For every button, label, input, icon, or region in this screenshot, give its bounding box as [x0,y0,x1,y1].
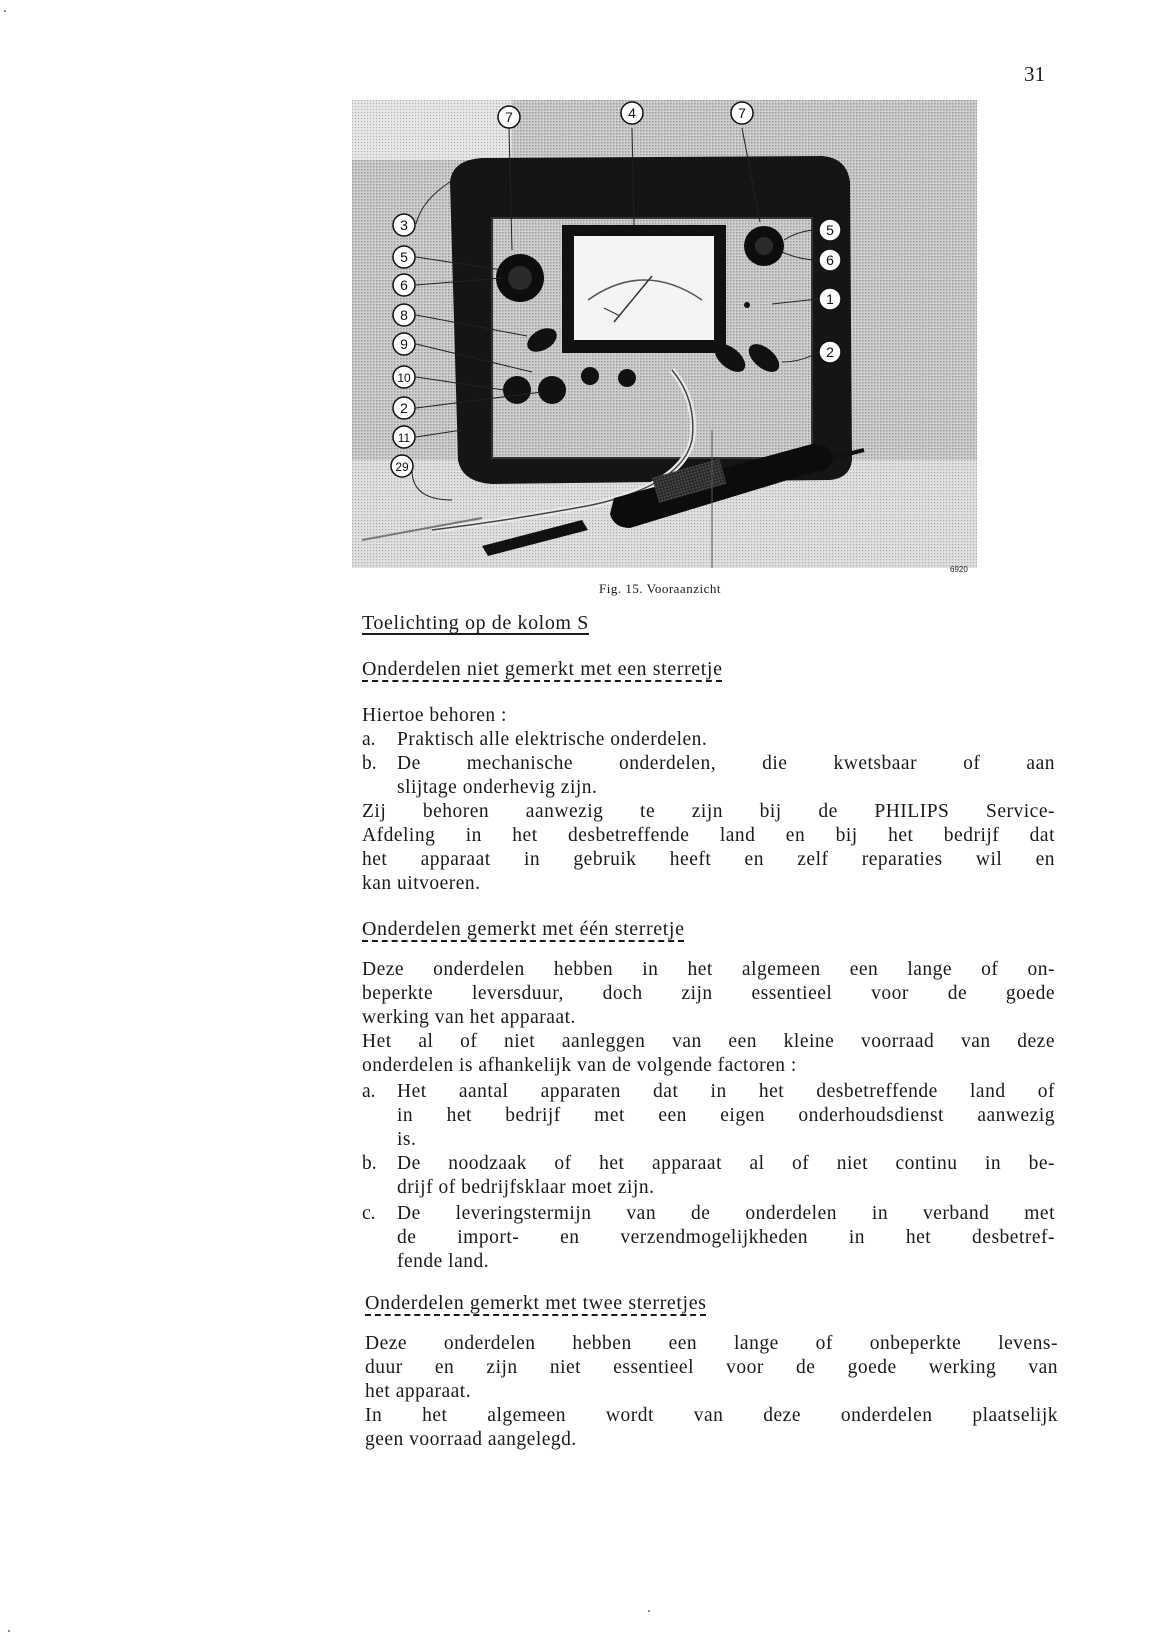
block2-item-a-marker: a. [362,1081,376,1102]
figure-id: 6920 [950,565,968,574]
block1-item-b-marker: b. [362,753,377,774]
scan-speck [8,1630,10,1632]
callout-8 [393,304,415,326]
block2-p1-line1: Deze onderdelen hebben in het algemeen een lange of on- [362,959,1055,980]
figure-front-view [352,100,977,568]
block2-item-c-line2: de import- en verzendmogelijkheden in het desbetref- [397,1227,1055,1248]
block3-line5: geen voorraad aangelegd. [365,1429,577,1450]
block2-item-c-line3: fende land. [397,1251,490,1272]
block1-intro: Hiertoe behoren : [362,705,507,726]
figure-caption: Fig. 15. Vooraanzicht [599,581,721,596]
svg-text:6: 6 [400,277,408,293]
svg-text:1: 1 [826,291,834,307]
scan-speck [4,10,6,12]
svg-text:6: 6 [826,252,834,268]
device-photo [352,100,977,568]
block1-para-line3: het apparaat in gebruik heeft en zelf reparaties wil en [362,849,1055,870]
block1-item-b-line1: De mechanische onderdelen, die kwetsbaar of aan [397,753,1055,774]
block2-item-b-line1: De noodzaak of het apparaat al of niet continu in be- [397,1153,1055,1174]
svg-text:7: 7 [505,109,513,125]
terminal-2 [538,376,566,404]
svg-text:4: 4 [628,105,636,121]
block2-item-a-line1: Het aantal apparaten dat in het desbetreffende land of [397,1081,1055,1102]
block2-item-b-line2: drijf of bedrijfsklaar moet zijn. [397,1177,655,1198]
block2-p1-line3: werking van het apparaat. [362,1007,576,1028]
block2-item-a-line2: in het bedrijf met een eigen onderhoudsdienst aanwezig [397,1105,1055,1126]
callout-2-left [393,397,415,419]
scan-speck [648,1610,650,1612]
svg-text:5: 5 [826,222,834,238]
svg-text:9: 9 [400,336,408,352]
block1-item-a-marker: a. [362,729,376,750]
heading-two-asterisks: Onderdelen gemerkt met twee sterretjes [365,1292,707,1314]
callout-3 [393,214,415,236]
block2-p2-line2: onderdelen is afhankelijk van de volgende factoren : [362,1055,797,1076]
svg-text:10: 10 [397,371,411,385]
block3-line3: het apparaat. [365,1381,472,1402]
callout-6-left [393,274,415,296]
page-number: 31 [1024,62,1045,86]
callout-11 [393,426,415,448]
terminal-1 [503,376,531,404]
block1-para-line1: Zij behoren aanwezig te zijn bij de PHILIPS Service- [362,801,1055,822]
block2-item-c-marker: c. [362,1203,376,1224]
svg-text:2: 2 [400,400,408,416]
block3-line2: duur en zijn niet essentieel voor de goede werking van [365,1357,1058,1378]
callout-7-right [731,102,753,124]
block2-item-b-marker: b. [362,1153,377,1174]
svg-text:5: 5 [400,249,408,265]
section-title: Toelichting op de kolom S [362,612,589,634]
block2-item-a-line3: is. [397,1129,417,1150]
svg-text:3: 3 [400,217,408,233]
heading-one-asterisk: Onderdelen gemerkt met één sterretje [362,918,685,940]
callout-5-left [393,246,415,268]
callout-6-right [819,249,841,271]
heading-no-asterisk: Onderdelen niet gemerkt met een sterretje [362,658,723,680]
svg-text:11: 11 [397,431,411,445]
callout-2-right [819,341,841,363]
block1-item-b-line2: slijtage onderhevig zijn. [397,777,598,798]
block1-para-line2: Afdeling in het desbetreffende land en bij het bedrijf dat [362,825,1055,846]
callout-1 [819,288,841,310]
callout-4 [621,102,643,124]
svg-text:29: 29 [395,460,409,474]
block2-p1-line2: beperkte leversduur, doch zijn essentieel voor de goede [362,983,1055,1004]
block3-line1: Deze onderdelen hebben een lange of onbeperkte levens- [365,1333,1058,1354]
block1-para-line4: kan uitvoeren. [362,873,481,894]
callout-9 [393,333,415,355]
callout-29 [391,455,413,477]
callout-10 [393,366,415,388]
block3-line4: In het algemeen wordt van deze onderdelen plaatselijk [365,1405,1058,1426]
block2-item-c-line1: De leveringstermijn van de onderdelen in verband met [397,1203,1055,1224]
callout-5-right [819,219,841,241]
svg-text:8: 8 [400,307,408,323]
meter-scale [574,236,714,340]
block1-item-a: Praktisch alle elektrische onderdelen. [397,729,708,750]
svg-text:7: 7 [738,105,746,121]
svg-text:2: 2 [826,344,834,360]
block2-p2-line1: Het al of niet aanleggen van een kleine voorraad van deze [362,1031,1055,1052]
callout-7-left [498,106,520,128]
